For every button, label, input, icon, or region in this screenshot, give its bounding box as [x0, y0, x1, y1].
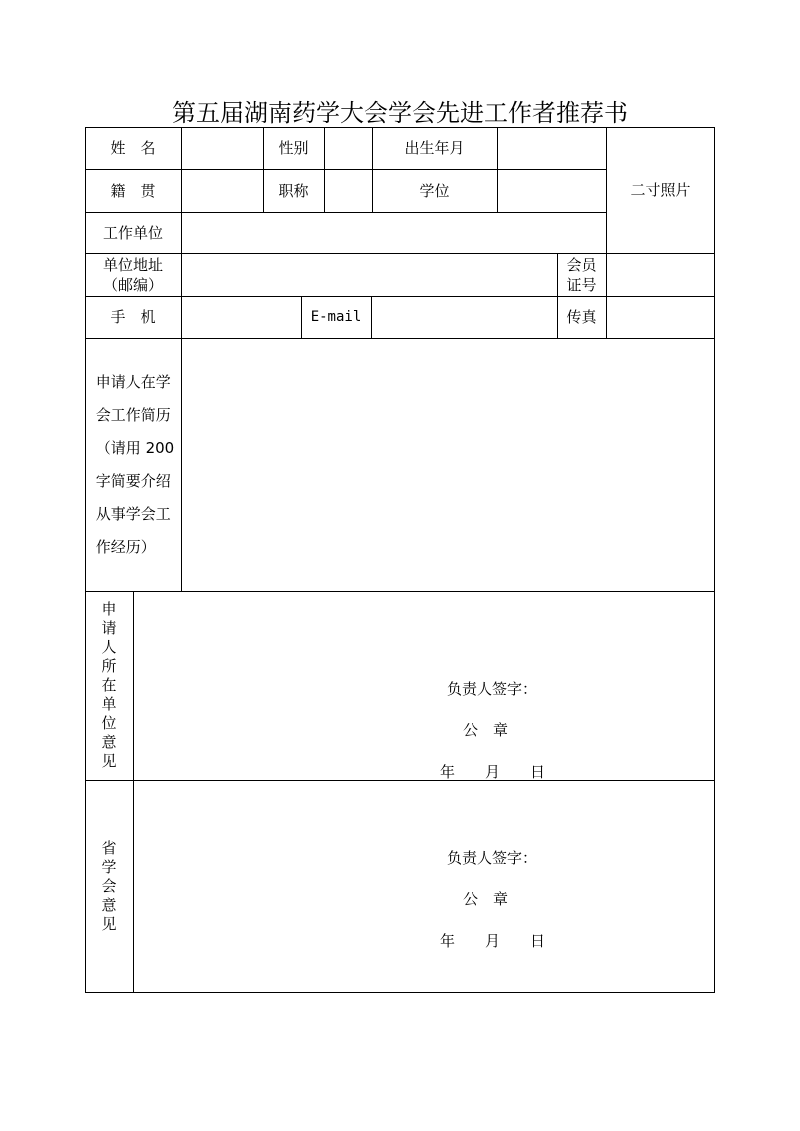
birth-label: 出生年月: [404, 139, 465, 157]
address-label: [85, 253, 181, 296]
bio-label: [89, 338, 181, 591]
bio-label-line: 作经历）: [95, 537, 156, 556]
unit-date-label: 年 月 日: [440, 763, 546, 781]
member-label: [557, 253, 606, 296]
photo-box[interactable]: 二寸照片: [630, 181, 691, 199]
bio-label-line: 申请人在学: [95, 372, 171, 391]
mobile-field[interactable]: [181, 296, 301, 338]
member-field[interactable]: [606, 253, 715, 296]
society-opinion-label: [85, 780, 133, 993]
address-label-line2: （邮编）: [102, 275, 163, 294]
name-label: 姓 名: [110, 139, 156, 157]
degree-field[interactable]: [497, 169, 606, 212]
society-date-label: 年 月 日: [440, 932, 546, 950]
society-opinion-field[interactable]: [133, 780, 715, 993]
unit-signer-label: 负责人签字：: [447, 680, 538, 698]
fax-field[interactable]: [606, 296, 715, 338]
name-field[interactable]: [181, 127, 263, 169]
mobile-label: 手 机: [110, 308, 156, 326]
address-field[interactable]: [181, 253, 557, 296]
bio-label-text: [96, 366, 174, 564]
member-label-line2: 证号: [566, 275, 597, 294]
fax-label: 传真: [566, 308, 597, 326]
society-signer-label: 负责人签字：: [447, 849, 538, 867]
unit-opinion-text: 申请人所在单位意见: [101, 600, 117, 770]
work-unit-field[interactable]: [181, 212, 606, 253]
bio-field[interactable]: [181, 338, 715, 591]
job-title-label: 职称: [278, 181, 309, 200]
unit-opinion-field[interactable]: [133, 591, 715, 780]
gender-label: 性别: [278, 139, 309, 157]
unit-opinion-label: [85, 591, 133, 780]
job-title-field[interactable]: [324, 169, 372, 212]
native-label: 籍 贯: [110, 181, 156, 200]
email-field[interactable]: [371, 296, 557, 338]
bio-label-line: 从事学会工: [95, 504, 171, 523]
society-opinion-text: 省学会意见: [101, 839, 117, 933]
degree-label: 学位: [419, 181, 450, 200]
bio-label-line: 字简要介绍: [95, 471, 171, 490]
work-unit-label: 工作单位: [102, 223, 163, 242]
bio-label-line: （请用 200: [95, 438, 175, 457]
native-field[interactable]: [181, 169, 263, 212]
gender-field[interactable]: [324, 127, 372, 169]
email-label: E-mail: [310, 309, 362, 325]
recommendation-form: [85, 127, 715, 993]
society-seal-label: 公 章: [463, 890, 509, 908]
page-title: 第五届湖南药学大会学会先进工作者推荐书: [172, 99, 628, 127]
birth-field[interactable]: [497, 127, 606, 169]
unit-seal-label: 公 章: [463, 721, 509, 739]
address-label-line1: 单位地址: [102, 255, 163, 274]
bio-label-line: 会工作简历: [95, 405, 171, 424]
member-label-line1: 会员: [566, 255, 597, 274]
